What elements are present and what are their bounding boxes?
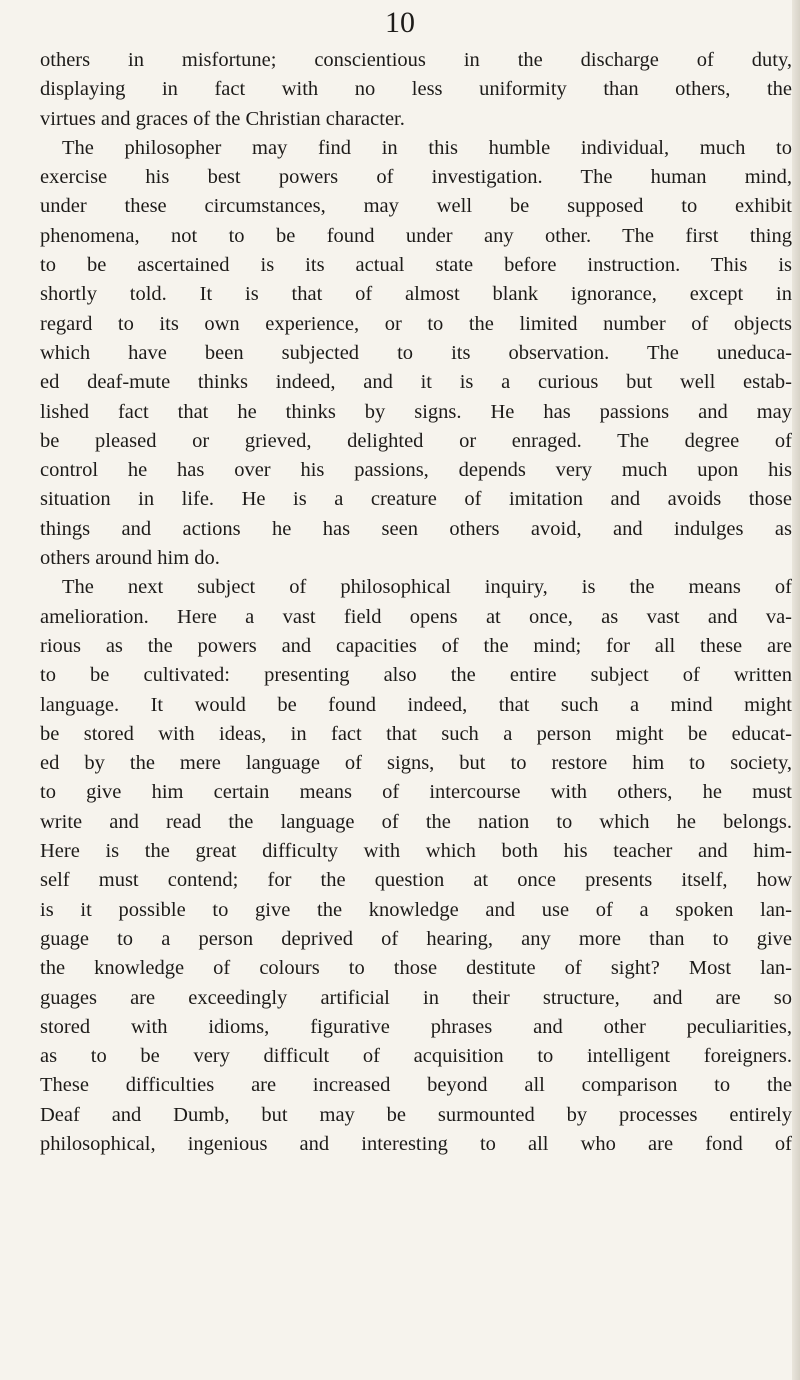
text-line: is it possible to give the knowledge and use of a spoken lan- (40, 898, 792, 921)
text-line: write and read the language of the nation to which he belongs. (40, 810, 792, 833)
text-line: ed deaf-mute thinks indeed, and it is a curious but well estab- (40, 371, 792, 394)
text-line: others around him do. (40, 547, 220, 570)
text-line: be pleased or grieved, delighted or enraged. The degree of (40, 429, 792, 452)
page-number: 10 (385, 6, 415, 39)
text-line: virtues and graces of the Christian character. (40, 107, 405, 130)
text-line: The philosopher may find in this humble individual, much to (62, 136, 792, 159)
text-line: amelioration. Here a vast field opens at once, as vast and va- (40, 605, 792, 628)
text-line: philosophical, ingenious and interesting to all who are fond of (40, 1132, 792, 1155)
text-line: under these circumstances, may well be supposed to exhibit (40, 195, 792, 218)
text-line: exercise his best powers of investigation. The human mind, (40, 166, 792, 189)
text-line: lished fact that he thinks by signs. He has passions and may (40, 400, 792, 423)
text-line: things and actions he has seen others avoid, and indulges as (40, 517, 792, 540)
text-line: be stored with ideas, in fact that such a person might be educat- (40, 722, 792, 745)
text-line: ed by the mere language of signs, but to restore him to society, (40, 752, 792, 775)
text-line: to be ascertained is its actual state before instruction. This is (40, 254, 792, 277)
text-line: others in misfortune; conscientious in the discharge of duty, (40, 49, 792, 71)
text-line: shortly told. It is that of almost blank ignorance, except in (40, 283, 792, 306)
text-line: Here is the great difficulty with which both his teacher and him- (40, 840, 792, 863)
text-line: which have been subjected to its observation. The uneduca- (40, 341, 792, 364)
page-edge (792, 0, 800, 1380)
text-line: rious as the powers and capacities of the mind; for all these are (40, 634, 792, 657)
text-line: stored with idioms, figurative phrases and other peculiarities, (40, 1015, 792, 1038)
text-line: Deaf and Dumb, but may be surmounted by processes entirely (40, 1103, 792, 1126)
text-line: situation in life. He is a creature of imitation and avoids those (40, 488, 792, 511)
body-text (40, 46, 792, 1159)
text-line: the knowledge of colours to those destitute of sight? Most lan- (40, 957, 792, 980)
text-line: These difficulties are increased beyond all comparison to the (40, 1074, 792, 1097)
text-line: guages are exceedingly artificial in their structure, and are so (40, 986, 792, 1009)
text-line: displaying in fact with no less uniformity than others, the (40, 78, 792, 101)
text-line: as to be very difficult of acquisition to intelligent foreigners. (40, 1045, 792, 1068)
text-line: regard to its own experience, or to the limited number of objects (40, 312, 792, 335)
text-line: language. It would be found indeed, that such a mind might (40, 693, 792, 716)
text-line: phenomena, not to be found under any other. The first thing (40, 224, 792, 247)
text-line: control he has over his passions, depends very much upon his (40, 459, 792, 482)
text-line: self must contend; for the question at once presents itself, how (40, 869, 792, 892)
text-line: guage to a person deprived of hearing, any more than to give (40, 927, 792, 950)
text-line: The next subject of philosophical inquiry, is the means of (62, 576, 792, 599)
text-line: to be cultivated: presenting also the entire subject of written (40, 664, 792, 687)
text-line: to give him certain means of intercourse with others, he must (40, 781, 792, 804)
